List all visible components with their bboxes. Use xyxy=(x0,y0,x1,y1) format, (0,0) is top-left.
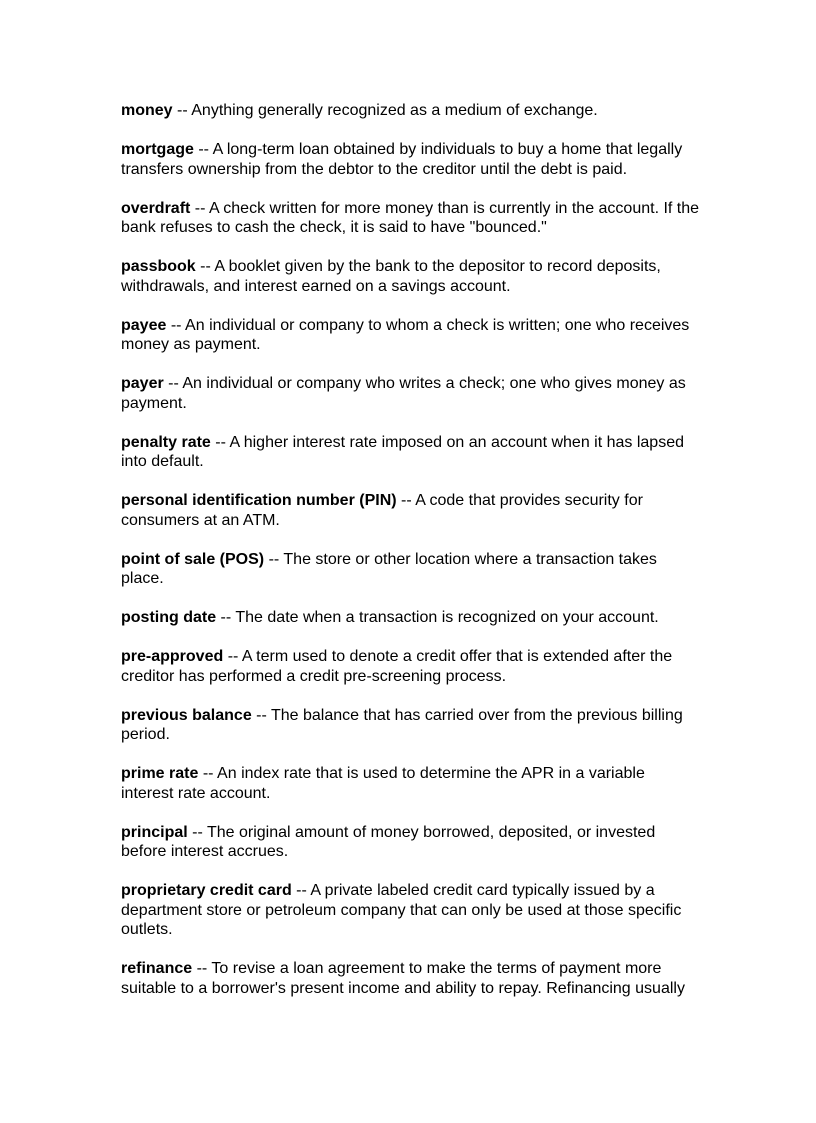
term: pre-approved xyxy=(121,648,224,665)
term: point of sale (POS) xyxy=(121,550,265,568)
definition: A booklet given by the bank to the depositor to record deposits, withdrawals, and interest earned on a savings account. xyxy=(121,258,661,295)
term: prime rate xyxy=(121,765,199,782)
glossary-entry-prime-rate xyxy=(121,764,701,803)
separator: -- xyxy=(223,648,242,665)
separator: -- xyxy=(198,765,218,782)
definition: A term used to denote a credit offer that is extended after the creditor has performed a credit pre-screening process. xyxy=(121,648,673,685)
definition: The store or other location where a transaction takes place. xyxy=(121,550,657,587)
glossary-entry-principal xyxy=(121,823,701,862)
term: posting date xyxy=(121,609,217,626)
separator: -- xyxy=(195,258,215,275)
term: overdraft xyxy=(121,199,191,217)
definition: Anything generally recognized as a medium of exchange. xyxy=(191,102,598,119)
term: personal identification number (PIN) xyxy=(121,492,397,509)
separator: -- xyxy=(193,141,213,158)
separator: -- xyxy=(216,609,236,626)
glossary-entry-mortgage xyxy=(121,140,701,179)
glossary-entry-overdraft xyxy=(121,199,701,238)
definition: A long-term loan obtained by individuals to buy a home that legally transfers ownership from the debtor to the creditor until the debt is paid. xyxy=(121,141,683,178)
separator: -- xyxy=(163,375,183,392)
glossary-entry-payee xyxy=(121,316,701,355)
glossary-entry-pos xyxy=(121,550,701,589)
definition: The date when a transaction is recognized on your account. xyxy=(235,609,659,626)
glossary-page xyxy=(121,101,701,1018)
term: mortgage xyxy=(121,141,194,158)
glossary-entry-proprietary-credit-card xyxy=(121,881,701,940)
separator: -- xyxy=(172,102,192,119)
term: money xyxy=(121,102,173,119)
glossary-entry-pre-approved xyxy=(121,647,701,686)
definition: The original amount of money borrowed, deposited, or invested before interest accrues. xyxy=(121,823,656,860)
term: payer xyxy=(121,375,164,392)
separator: -- xyxy=(251,706,271,724)
separator: -- xyxy=(210,433,230,451)
term: refinance xyxy=(121,960,193,977)
glossary-entry-posting-date xyxy=(121,608,701,628)
glossary-entry-penalty-rate xyxy=(121,433,701,472)
separator: -- xyxy=(291,882,311,899)
definition: An individual or company who writes a check; one who gives money as payment. xyxy=(121,375,686,412)
separator: -- xyxy=(264,550,284,568)
separator: -- xyxy=(192,960,212,977)
separator: -- xyxy=(187,823,207,841)
separator: -- xyxy=(166,316,186,334)
glossary-entry-payer xyxy=(121,374,701,413)
glossary-entry-money xyxy=(121,101,701,121)
definition: A higher interest rate imposed on an account when it has lapsed into default. xyxy=(121,433,684,470)
definition: An index rate that is used to determine the APR in a variable interest rate account. xyxy=(121,765,645,802)
term: proprietary credit card xyxy=(121,882,292,899)
glossary-entry-refinance xyxy=(121,959,701,998)
glossary-entry-passbook xyxy=(121,257,701,296)
definition: The balance that has carried over from the previous billing period. xyxy=(121,706,683,743)
term: penalty rate xyxy=(121,433,211,451)
term: principal xyxy=(121,823,188,841)
glossary-entry-pin xyxy=(121,491,701,530)
definition: A private labeled credit card typically issued by a department store or petroleum company that can only be used at those specific outlets. xyxy=(121,882,682,938)
glossary-entry-previous-balance xyxy=(121,706,701,745)
definition: To revise a loan agreement to make the terms of payment more suitable to a borrower's present income and ability to repay. Refinancing usually xyxy=(121,960,685,997)
term: previous balance xyxy=(121,706,252,724)
term: payee xyxy=(121,316,167,334)
definition: A code that provides security for consumers at an ATM. xyxy=(121,492,643,529)
definition: An individual or company to whom a check is written; one who receives money as payment. xyxy=(121,316,690,353)
separator: -- xyxy=(190,199,210,217)
separator: -- xyxy=(396,492,416,509)
term: passbook xyxy=(121,258,196,275)
definition: A check written for more money than is currently in the account. If the bank refuses to cash the check, it is said to have "bounced." xyxy=(121,199,700,236)
